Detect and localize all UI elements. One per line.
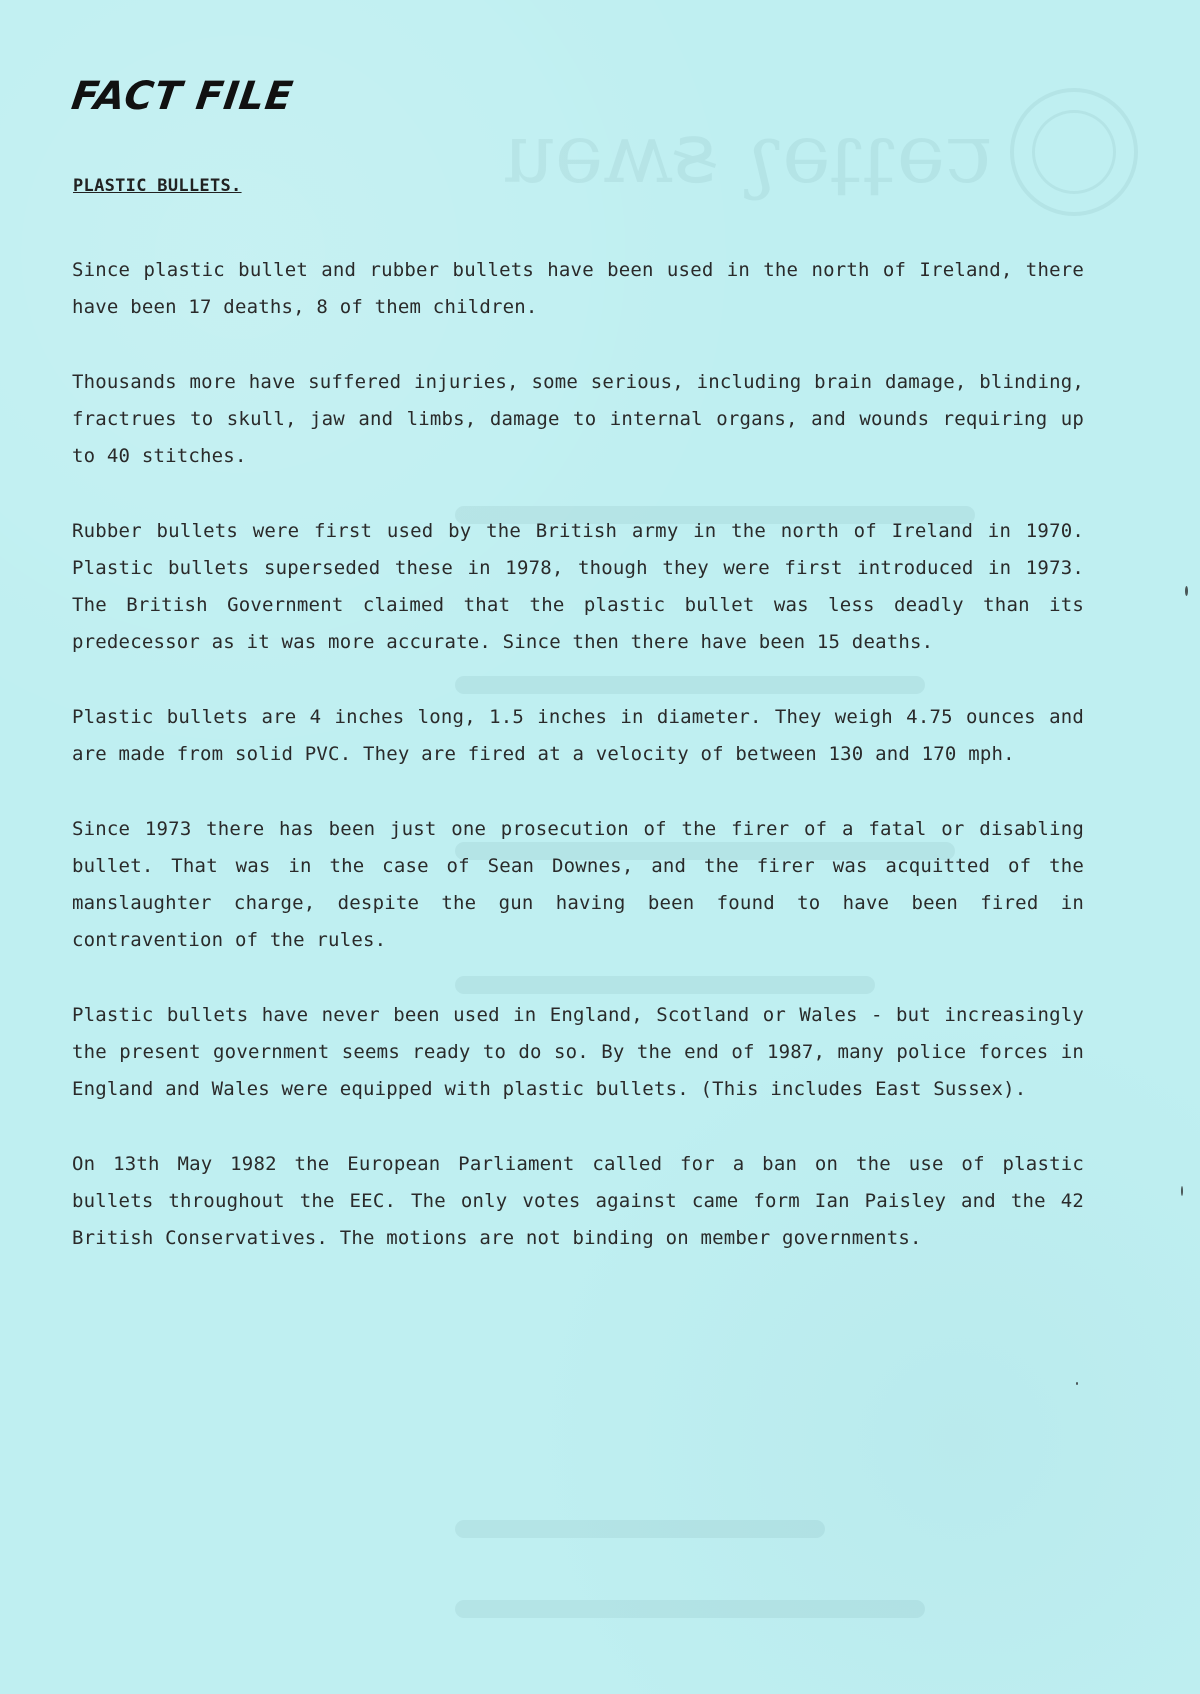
- show-through-line: [455, 1520, 825, 1538]
- show-through-heading: ꞇǝʇʇǝʅ ꞩʍǝu: [502, 107, 992, 202]
- paragraph-specifications: Plastic bullets are 4 inches long, 1.5 inches in diameter. They weigh 4.75 ounces and are made from solid PVC. They are fired at a velocity of between 130 and 170 mph.: [72, 706, 1084, 765]
- paragraph-injuries: Thousands more have suffered injuries, some serious, including brain damage, blinding, fractrues to skull, jaw and limbs, damage to internal organs, and wounds requiring up to 40 stitches.: [72, 371, 1084, 467]
- fact-file-title: FACT FILE: [68, 74, 297, 119]
- show-through-line: [455, 1600, 925, 1618]
- paper-speck: [1181, 1186, 1183, 1196]
- paragraph-deaths: Since plastic bullet and rubber bullets have been used in the north of Ireland, there have been 17 deaths, 8 of them children.: [72, 259, 1084, 318]
- document-body: [72, 252, 1084, 1295]
- paper-speck: [1076, 1382, 1078, 1385]
- section-title: PLASTIC BULLETS.: [73, 176, 242, 196]
- paragraph-european-parliament: On 13th May 1982 the European Parliament called for a ban on the use of plastic bullets throughout the EEC. The only votes against came form Ian Paisley and the 42 British Conservatives. The motions are not binding on member governments.: [72, 1153, 1084, 1249]
- paper-speck: [1185, 586, 1188, 596]
- paragraph-history: Rubber bullets were first used by the British army in the north of Ireland in 1970. Plastic bullets superseded these in 1978, though they were first introduced in 1973. The British Government claimed that the plastic bullet was less deadly than its predecessor as it was more accurate. Since then there have been 15 deaths.: [72, 520, 1084, 653]
- show-through-seal: [1010, 88, 1138, 216]
- paragraph-prosecution: Since 1973 there has been just one prosecution of the firer of a fatal or disabling bullet. That was in the case of Sean Downes, and the firer was acquitted of the manslaughter charge, despite the gun having been found to have been fired in contravention of the rules.: [72, 818, 1084, 951]
- paragraph-britain-use: Plastic bullets have never been used in England, Scotland or Wales - but increasingly the present government seems ready to do so. By the end of 1987, many police forces in England and Wales were equipped with plastic bullets. (This includes East Sussex).: [72, 1004, 1084, 1100]
